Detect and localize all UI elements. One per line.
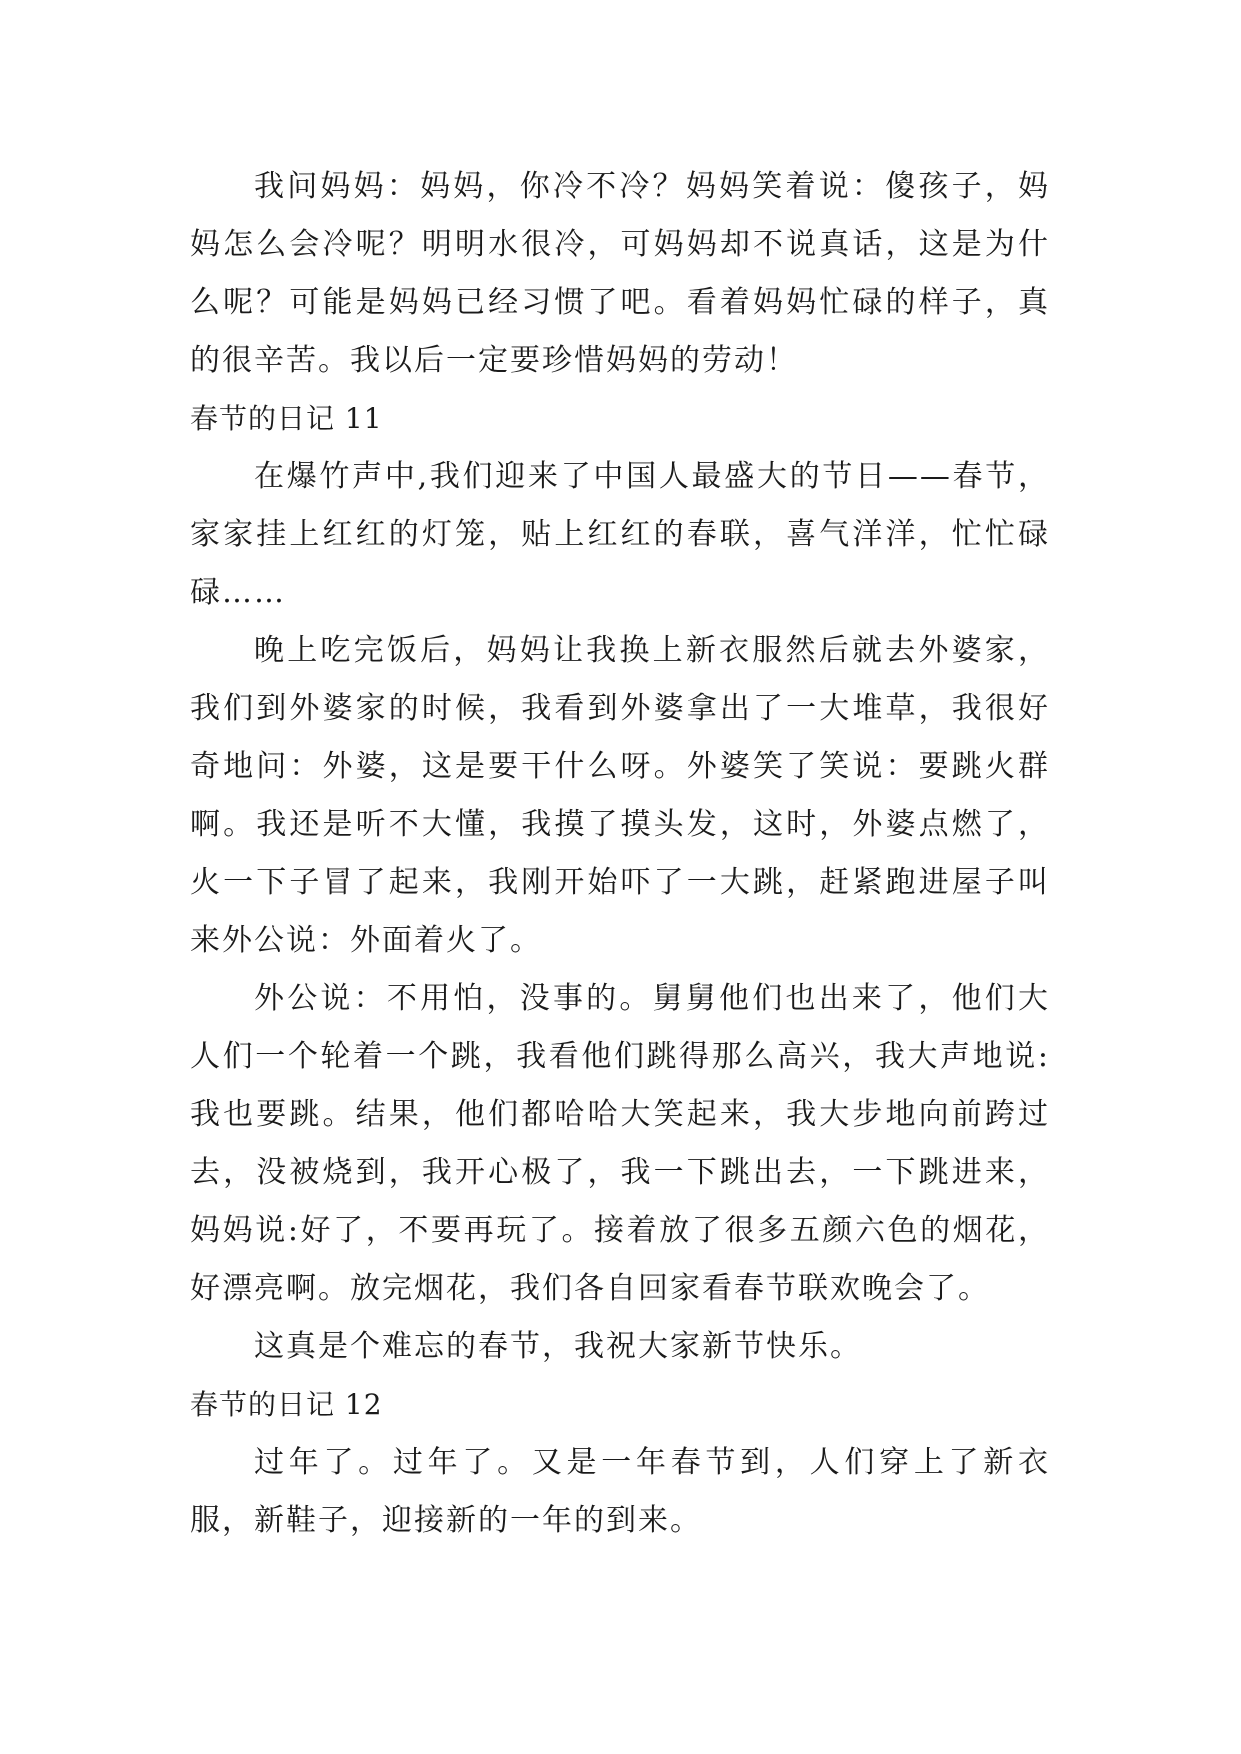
paragraph: 这真是个难忘的春节，我祝大家新节快乐。 xyxy=(254,1329,862,1364)
section-heading: 春节的日记 11 xyxy=(190,402,383,435)
paragraph: 过年了。过年了。又是一年春节到，人们穿上了新衣服，新鞋子，迎接新的一年的到来。 xyxy=(190,1445,1050,1538)
paragraph: 我问妈妈：妈妈，你冷不冷？妈妈笑着说：傻孩子，妈妈怎么会冷呢？明明水很冷，可妈妈却不说真话，这是为什么呢？可能是妈妈已经习惯了吧。看着妈妈忙碌的样子，真的很辛苦。我以后一定要珍惜妈妈的劳动！ xyxy=(190,169,1050,378)
paragraph: 在爆竹声中,我们迎来了中国人最盛大的节日——春节，家家挂上红红的灯笼，贴上红红的春联，喜气洋洋，忙忙碌碌…… xyxy=(190,459,1050,610)
paragraph: 外公说：不用怕，没事的。舅舅他们也出来了，他们大人们一个轮着一个跳，我看他们跳得那么高兴，我大声地说:我也要跳。结果，他们都哈哈大笑起来，我大步地向前跨过去，没被烧到，我开心极了，我一下跳出去，一下跳进来，妈妈说:好了，不要再玩了。接着放了很多五颜六色的烟花，好漂亮啊。放完烟花，我们各自回家看春节联欢晚会了。 xyxy=(190,981,1050,1306)
section-heading: 春节的日记 12 xyxy=(190,1388,383,1421)
document-body xyxy=(190,158,1050,1550)
paragraph: 晚上吃完饭后，妈妈让我换上新衣服然后就去外婆家，我们到外婆家的时候，我看到外婆拿出了一大堆草，我很好奇地问：外婆，这是要干什么呀。外婆笑了笑说：要跳火群啊。我还是听不大懂，我摸了摸头发，这时，外婆点燃了，火一下子冒了起来，我刚开始吓了一大跳，赶紧跑进屋子叫来外公说：外面着火了。 xyxy=(190,633,1050,958)
